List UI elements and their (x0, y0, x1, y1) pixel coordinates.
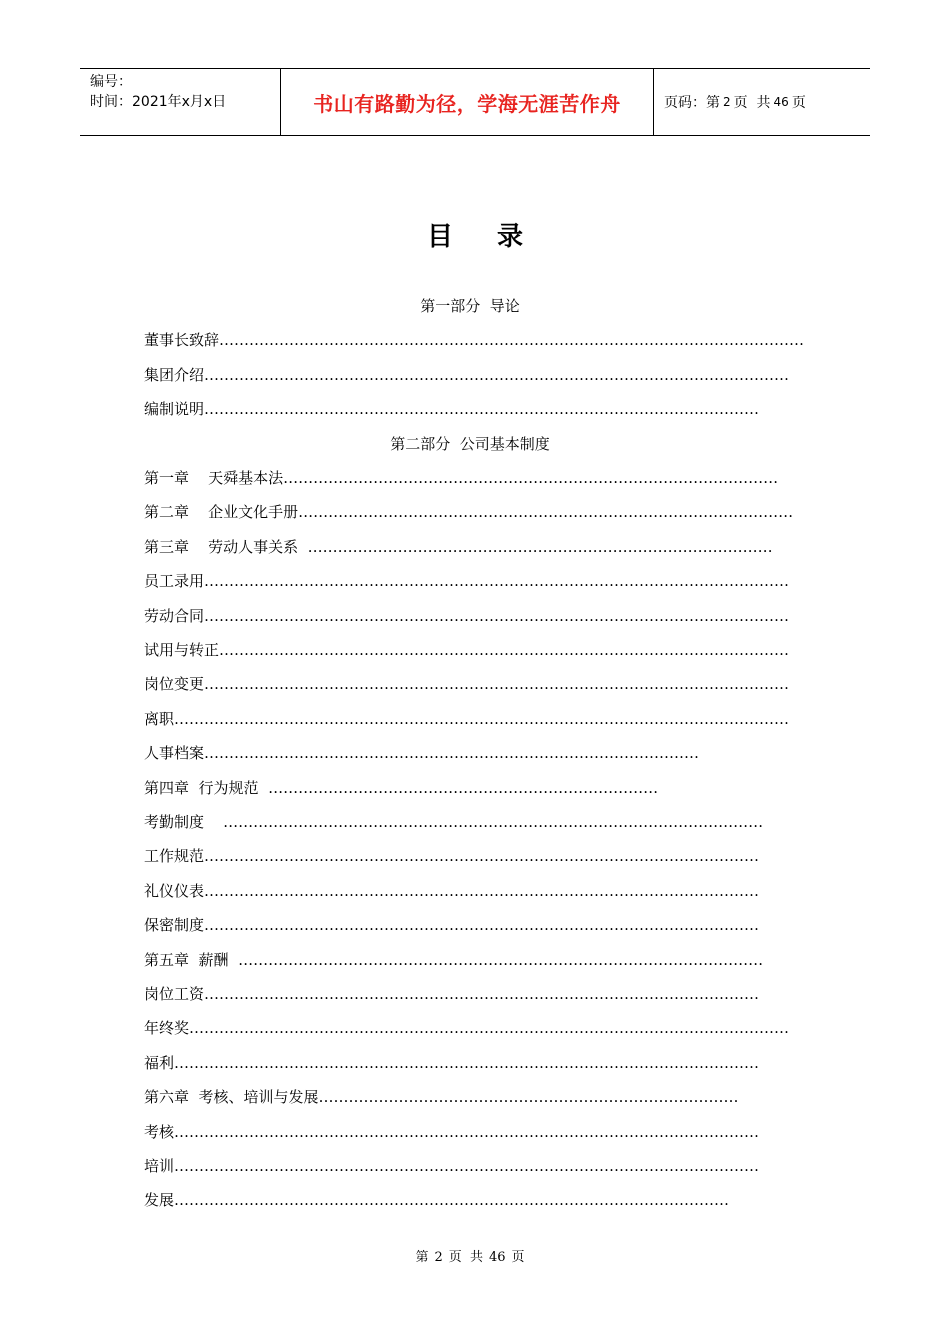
toc-dot-leader: ……………………………………………………………………………………… (204, 744, 700, 763)
toc-dot-leader: ……………………………………………………………………………………………………… (204, 572, 790, 591)
toc-entry[interactable] (144, 502, 793, 522)
toc-entry[interactable] (144, 709, 789, 729)
toc-entry[interactable] (144, 640, 789, 660)
toc-entry[interactable] (144, 915, 759, 935)
toc-dot-leader: …………………………………………………………………………………………………………… (174, 709, 790, 728)
toc-entry-label: 礼仪仪表 (144, 881, 205, 900)
toc-entry[interactable] (144, 984, 759, 1004)
toc-entry-label: 第五章 薪酬 (144, 950, 239, 969)
toc-entry-label: 第四章 行为规范 (144, 778, 269, 797)
toc-entry[interactable] (144, 950, 763, 970)
toc-entry-label: 发展 (144, 1191, 175, 1210)
toc-dot-leader: ……………………………………………………………………………………………………… (174, 1157, 760, 1175)
toc-dot-leader: …………………………………………………………………… (268, 778, 659, 797)
toc-dot-leader: ……………………………………………………………………………………………………… (204, 365, 790, 384)
toc-dot-leader: ……………………………………………………………………………………………………… (174, 1122, 760, 1141)
toc-entry-label: 第六章 考核、培训与发展 (144, 1088, 319, 1107)
toc-entry-label: 福利 (144, 1053, 175, 1072)
header-number-label: 编号： (90, 74, 132, 90)
toc-entry-label: 员工录用 (144, 572, 205, 591)
toc-entry-label: 岗位工资 (144, 985, 205, 1003)
toc-dot-leader: ………………………………………………………………………………………………………… (189, 1019, 790, 1038)
toc-entry-label: 离职 (144, 709, 175, 728)
toc-entry-label: 编制说明 (144, 400, 205, 419)
toc-entry-label: 岗位变更 (144, 675, 205, 694)
footer-prefix: 第 (415, 1250, 429, 1265)
toc-entry[interactable] (144, 399, 759, 419)
toc-entry-label: 考勤制度 (144, 813, 224, 831)
footer-suffix: 页 (511, 1250, 525, 1265)
toc-dot-leader: ………………………………………………………………………………………………… (204, 985, 760, 1003)
toc-entry-label: 试用与转正 (144, 641, 220, 659)
toc-entry[interactable] (144, 881, 759, 901)
toc-entry-label: 人事档案 (144, 744, 205, 763)
toc-entry[interactable] (144, 330, 804, 350)
toc-dot-leader: ………………………………………………………………………… (318, 1088, 739, 1107)
footer-total: 46 (489, 1250, 506, 1265)
toc-entry-label: 培训 (144, 1157, 175, 1175)
toc-dot-leader: ……………………………………………………………………………………………………… (204, 606, 790, 625)
header-meta (80, 69, 281, 135)
toc-entry-label: 第二章 企业文化手册 (144, 503, 299, 522)
toc-entry-label: 第三章 劳动人事关系 (144, 537, 308, 556)
footer-current: 2 (434, 1250, 443, 1265)
toc-entry-label: 工作规范 (144, 847, 205, 866)
toc-entry-label: 集团介绍 (144, 365, 205, 384)
toc-entry-label: 第一章 天舜基本法 (144, 469, 284, 487)
toc-dot-leader: ………………………………………………………………………………………………… (204, 916, 760, 935)
toc-dot-leader: ……………………………………………………………………………………………………… (219, 331, 805, 350)
toc-part-heading: 第二部分 公司基本制度 (390, 434, 550, 453)
toc-dot-leader: ………………………………………………………………………………… (307, 537, 773, 556)
header-page-label: 页码：第 (664, 95, 720, 111)
toc-entry[interactable] (144, 1087, 739, 1107)
header-time-label: 时间：2021年x月x日 (90, 94, 227, 110)
toc-entry-label: 董事长致辞 (144, 331, 220, 350)
toc-entry-label: 考核 (144, 1122, 175, 1141)
toc-dot-leader: …………………………………………………………………………………………………… (219, 641, 790, 659)
toc-entry[interactable] (144, 1190, 729, 1210)
toc-entry-label: 劳动合同 (144, 606, 205, 625)
toc-entry-label: 年终奖 (144, 1019, 190, 1038)
document-header (80, 68, 870, 136)
toc-entry[interactable] (144, 674, 789, 694)
toc-entry[interactable] (144, 1018, 789, 1038)
toc-entry[interactable] (144, 846, 759, 866)
header-page-info (654, 69, 870, 135)
toc-entry[interactable] (144, 571, 789, 591)
toc-entry[interactable] (144, 1156, 759, 1176)
toc-entry[interactable] (144, 537, 773, 557)
footer-mid: 页 共 (448, 1250, 483, 1265)
toc-entry[interactable] (144, 606, 789, 626)
toc-entry[interactable] (144, 812, 763, 832)
toc-dot-leader: ………………………………………………………………………………………………… (204, 847, 760, 866)
toc-entry[interactable] (144, 1122, 759, 1142)
toc-entry-label: 保密制度 (144, 916, 205, 935)
toc-entry[interactable] (144, 468, 778, 488)
toc-dot-leader: ……………………………………………………………………………………………………… (204, 675, 790, 694)
toc-entry[interactable] (144, 743, 699, 763)
toc-dot-leader: ………………………………………………………………………………………………… (204, 400, 760, 419)
header-slogan: 书山有路勤为径，学海无涯苦作舟 (281, 69, 654, 135)
toc-dot-leader: …………………………………………………………………………………………… (238, 950, 764, 969)
toc-dot-leader: ……………………………………………………………………………………………… (223, 813, 764, 831)
toc-dot-leader: ………………………………………………………………………………………………… (204, 881, 760, 900)
page-footer (0, 1246, 940, 1265)
toc-entry[interactable] (144, 1053, 759, 1073)
toc-dot-leader: ………………………………………………………………………………………………… (174, 1191, 730, 1210)
header-page-end: 页 (791, 95, 806, 111)
header-page-total: 46 (773, 95, 789, 109)
toc-entry[interactable] (144, 778, 658, 798)
toc-entry[interactable] (144, 365, 789, 385)
header-page-current: 2 (723, 95, 731, 109)
header-page-mid: 页 共 (733, 95, 771, 111)
toc-dot-leader: ……………………………………………………………………………………………………… (174, 1053, 760, 1072)
toc-dot-leader: ……………………………………………………………………………………… (298, 503, 794, 522)
toc-part-heading: 第一部分 导论 (420, 297, 520, 315)
toc-dot-leader: ……………………………………………………………………………………… (283, 469, 779, 487)
page-title: 目录 (426, 222, 567, 252)
